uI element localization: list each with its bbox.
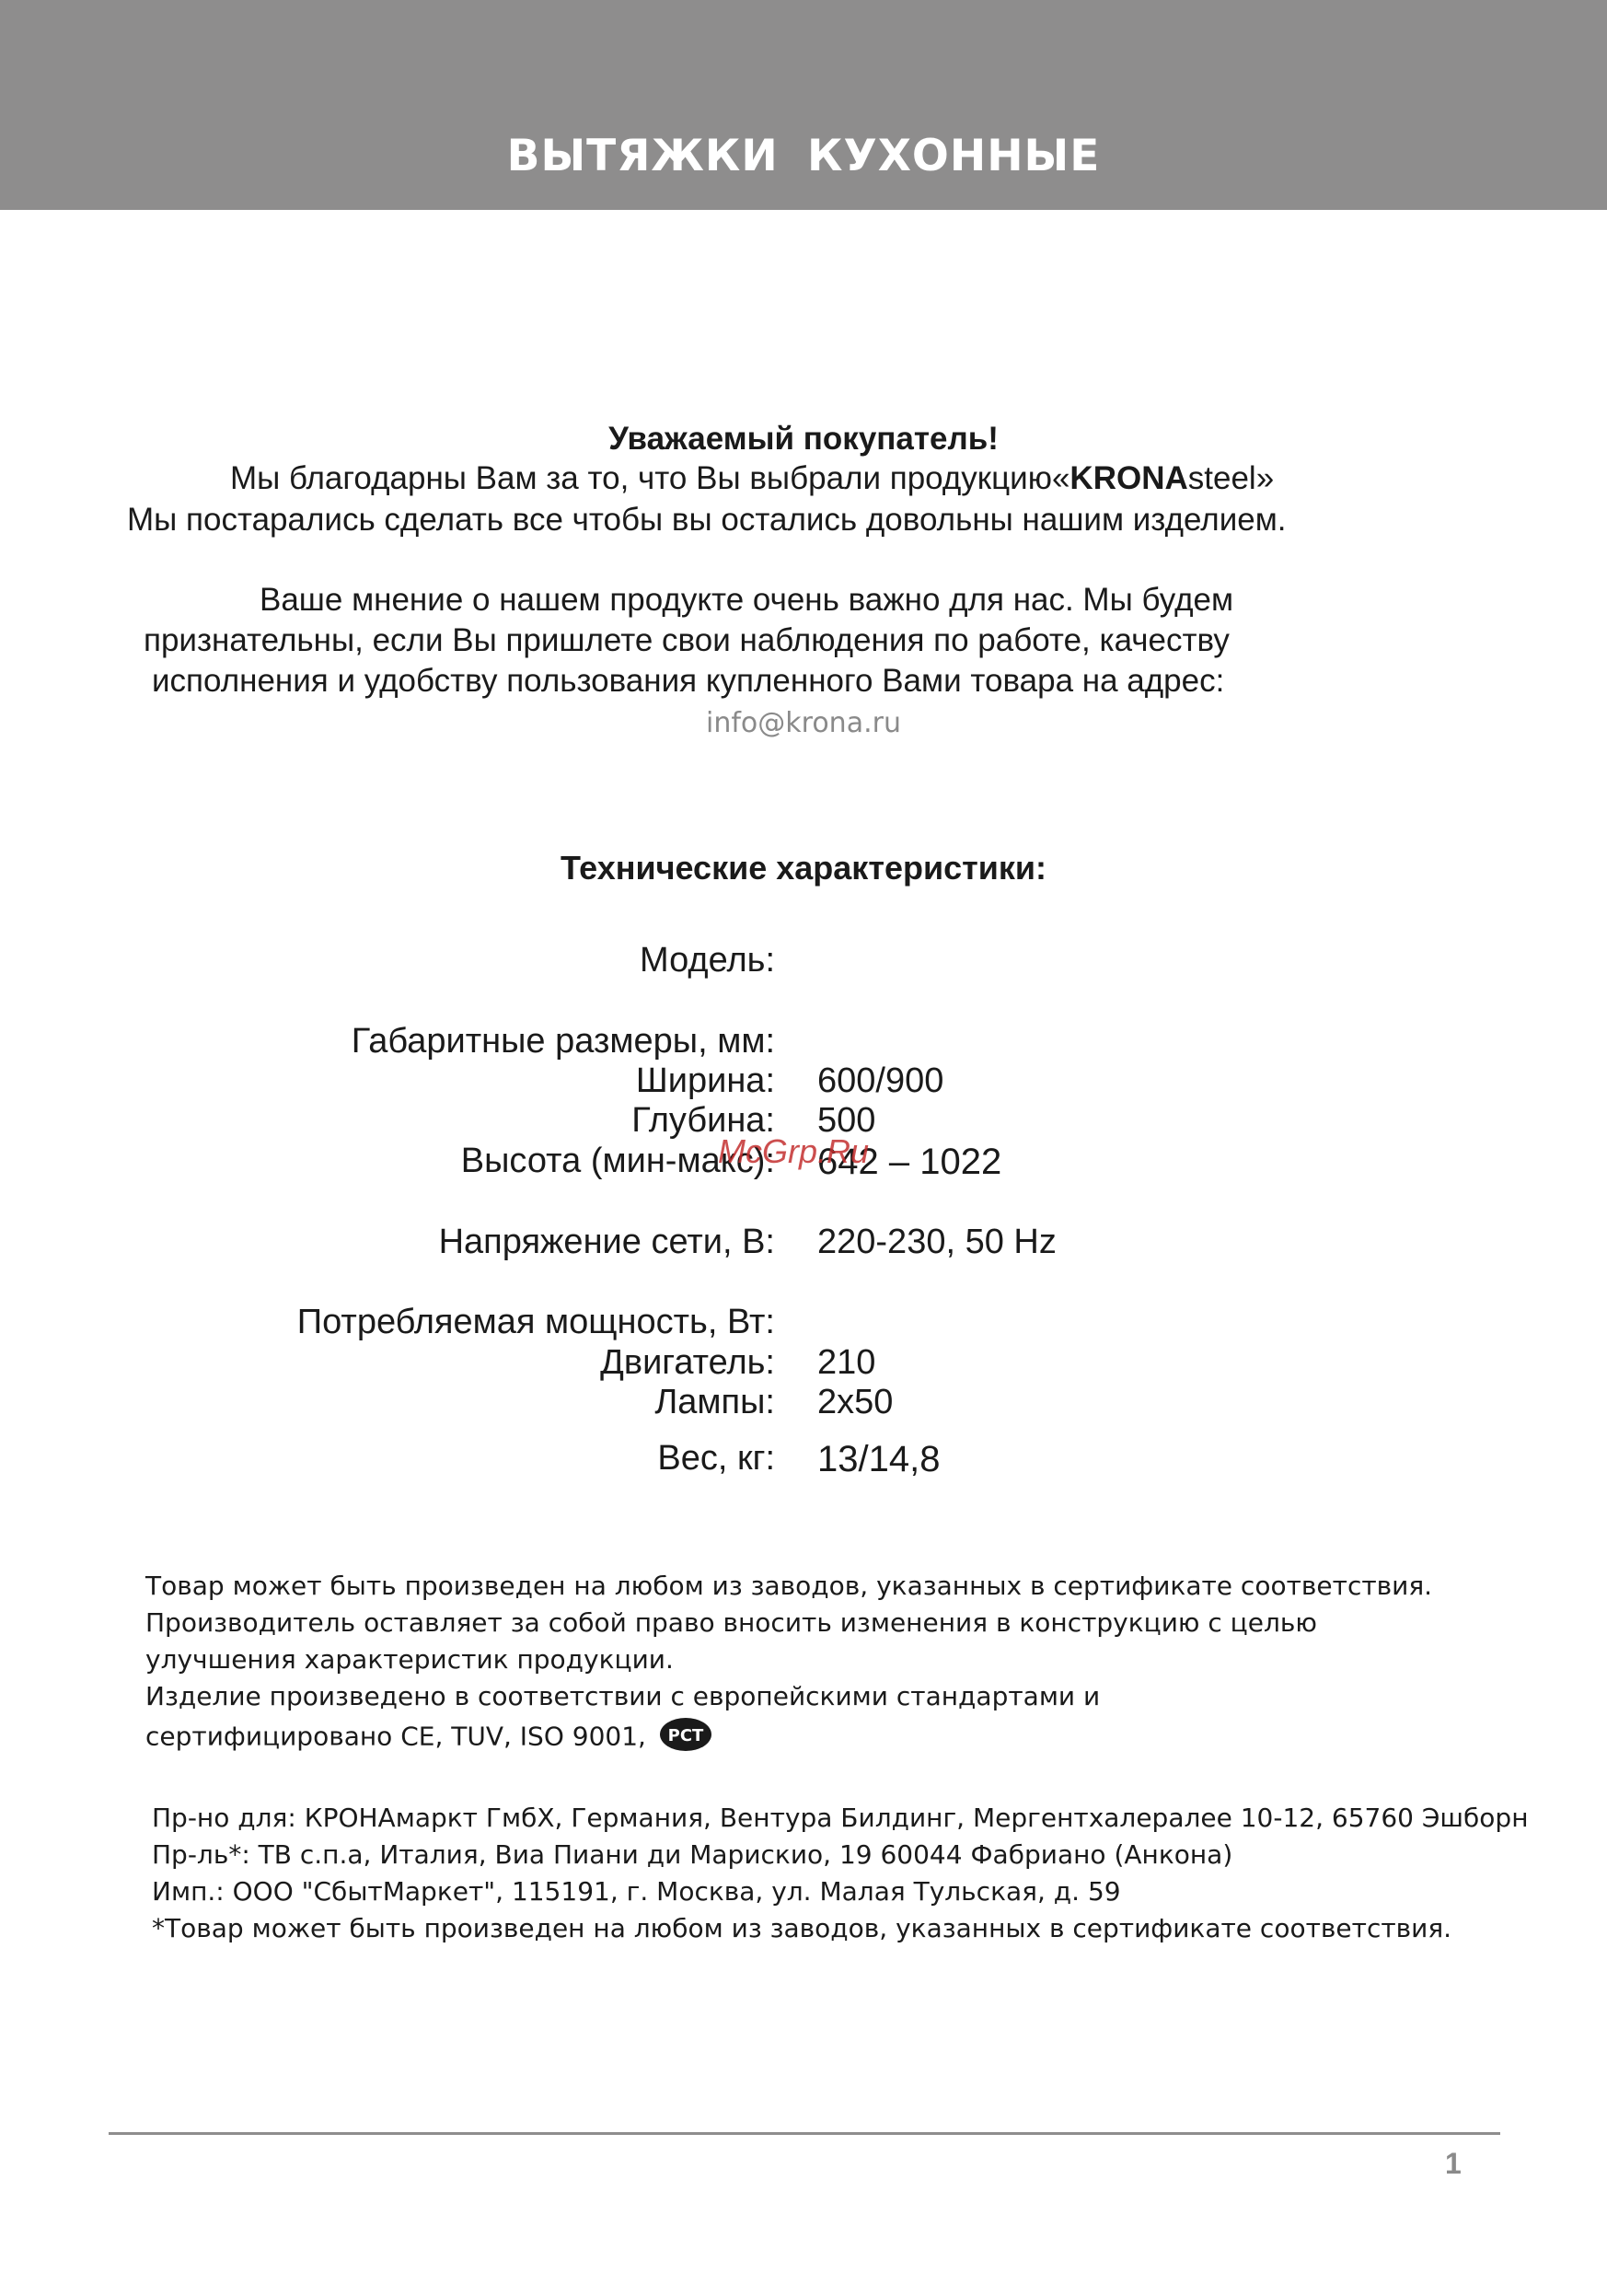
spec-lamps-value: 2х50 <box>817 1383 894 1421</box>
specs-heading: Технические характеристики: <box>560 849 1047 887</box>
note-line-3: улучшения характеристик продукции. <box>145 1644 674 1675</box>
rst-mark-text: РСТ <box>667 1726 704 1745</box>
note-line-4: Изделие произведено в соответствии с европейскими стандартами и <box>145 1681 1101 1711</box>
brand-name <box>1052 460 1274 496</box>
intro-line-2: Мы постарались сделать все чтобы вы остались довольны нашим изделием. <box>127 502 1287 538</box>
spec-lamps-label: Лампы: <box>654 1383 775 1421</box>
spec-voltage-label: Напряжение сети, В: <box>438 1223 775 1261</box>
brand-light: steel <box>1187 460 1256 496</box>
spec-depth-label: Глубина: <box>631 1101 775 1140</box>
note-line-1: Товар может быть произведен на любом из заводов, указанных в сертификате соответствия. <box>145 1571 1433 1601</box>
note-line-2: Производитель оставляет за собой право вносить изменения в конструкцию с целью <box>145 1607 1317 1638</box>
note-line-5-text: сертифицировано CE, TUV, ISO 9001, <box>145 1721 646 1752</box>
rst-certification-icon <box>658 1716 713 1759</box>
spec-power-label: Потребляемая мощность, Вт: <box>296 1303 775 1341</box>
brand-close-quote: » <box>1255 460 1275 496</box>
spec-width-label: Ширина: <box>635 1061 775 1100</box>
spec-height-value: 642 – 1022 <box>817 1142 1002 1182</box>
page-title: ВЫТЯЖКИ КУХОННЫЕ <box>506 131 1101 181</box>
intro-line-3: Ваше мнение о нашем продукте очень важно для нас. Мы будем <box>260 582 1234 618</box>
contact-email[interactable]: info@krona.ru <box>706 707 901 739</box>
page-number: 1 <box>1445 2147 1462 2180</box>
spec-width-value: 600/900 <box>817 1061 944 1100</box>
watermark: McGrp.Ru <box>718 1132 870 1170</box>
note-line-5 <box>145 1716 713 1759</box>
page-header-band <box>0 0 1607 210</box>
intro-line-4: признательны, если Вы пришлете свои наблюдения по работе, качеству <box>144 622 1230 658</box>
footer-divider <box>109 2132 1500 2135</box>
spec-weight-value: 13/14,8 <box>817 1439 941 1479</box>
spec-weight-label: Вес, кг: <box>657 1439 775 1478</box>
maker-line-3: Имп.: ООО "СбытМаркет", 115191, г. Москва, ул. Малая Тульская, д. 59 <box>152 1876 1121 1907</box>
intro-line-5: исполнения и удобству пользования купленного Вами товара на адрес: <box>152 663 1225 699</box>
brand-open-quote: « <box>1051 460 1070 496</box>
spec-dimensions-label: Габаритные размеры, мм: <box>351 1022 775 1061</box>
spec-model-label: Модель: <box>640 941 775 980</box>
greeting-heading: Уважаемый покупатель! <box>608 421 999 457</box>
spec-motor-value: 210 <box>817 1343 876 1382</box>
spec-motor-label: Двигатель: <box>600 1343 775 1382</box>
intro-line-1-text: Мы благодарны Вам за то, что Вы выбрали продукцию <box>230 460 1052 496</box>
brand-bold: KRONA <box>1069 460 1188 496</box>
maker-line-4: *Товар может быть произведен на любом из заводов, указанных в сертификате соответствия. <box>152 1913 1452 1943</box>
maker-line-2: Пр-ль*: ТВ с.п.а, Италия, Виа Пиани ди Марискио, 19 60044 Фабриано (Анкона) <box>152 1839 1233 1870</box>
spec-voltage-value: 220-230, 50 Hz <box>817 1223 1057 1261</box>
intro-line-1 <box>230 460 1274 497</box>
maker-line-1: Пр-но для: КРОНАмаркт ГмбХ, Германия, Вентура Билдинг, Мергентхалералее 10-12, 65760 Эшборн <box>152 1803 1529 1833</box>
spec-depth-value: 500 <box>817 1101 876 1140</box>
spec-height-label: Высота (мин-макс): <box>460 1142 775 1180</box>
